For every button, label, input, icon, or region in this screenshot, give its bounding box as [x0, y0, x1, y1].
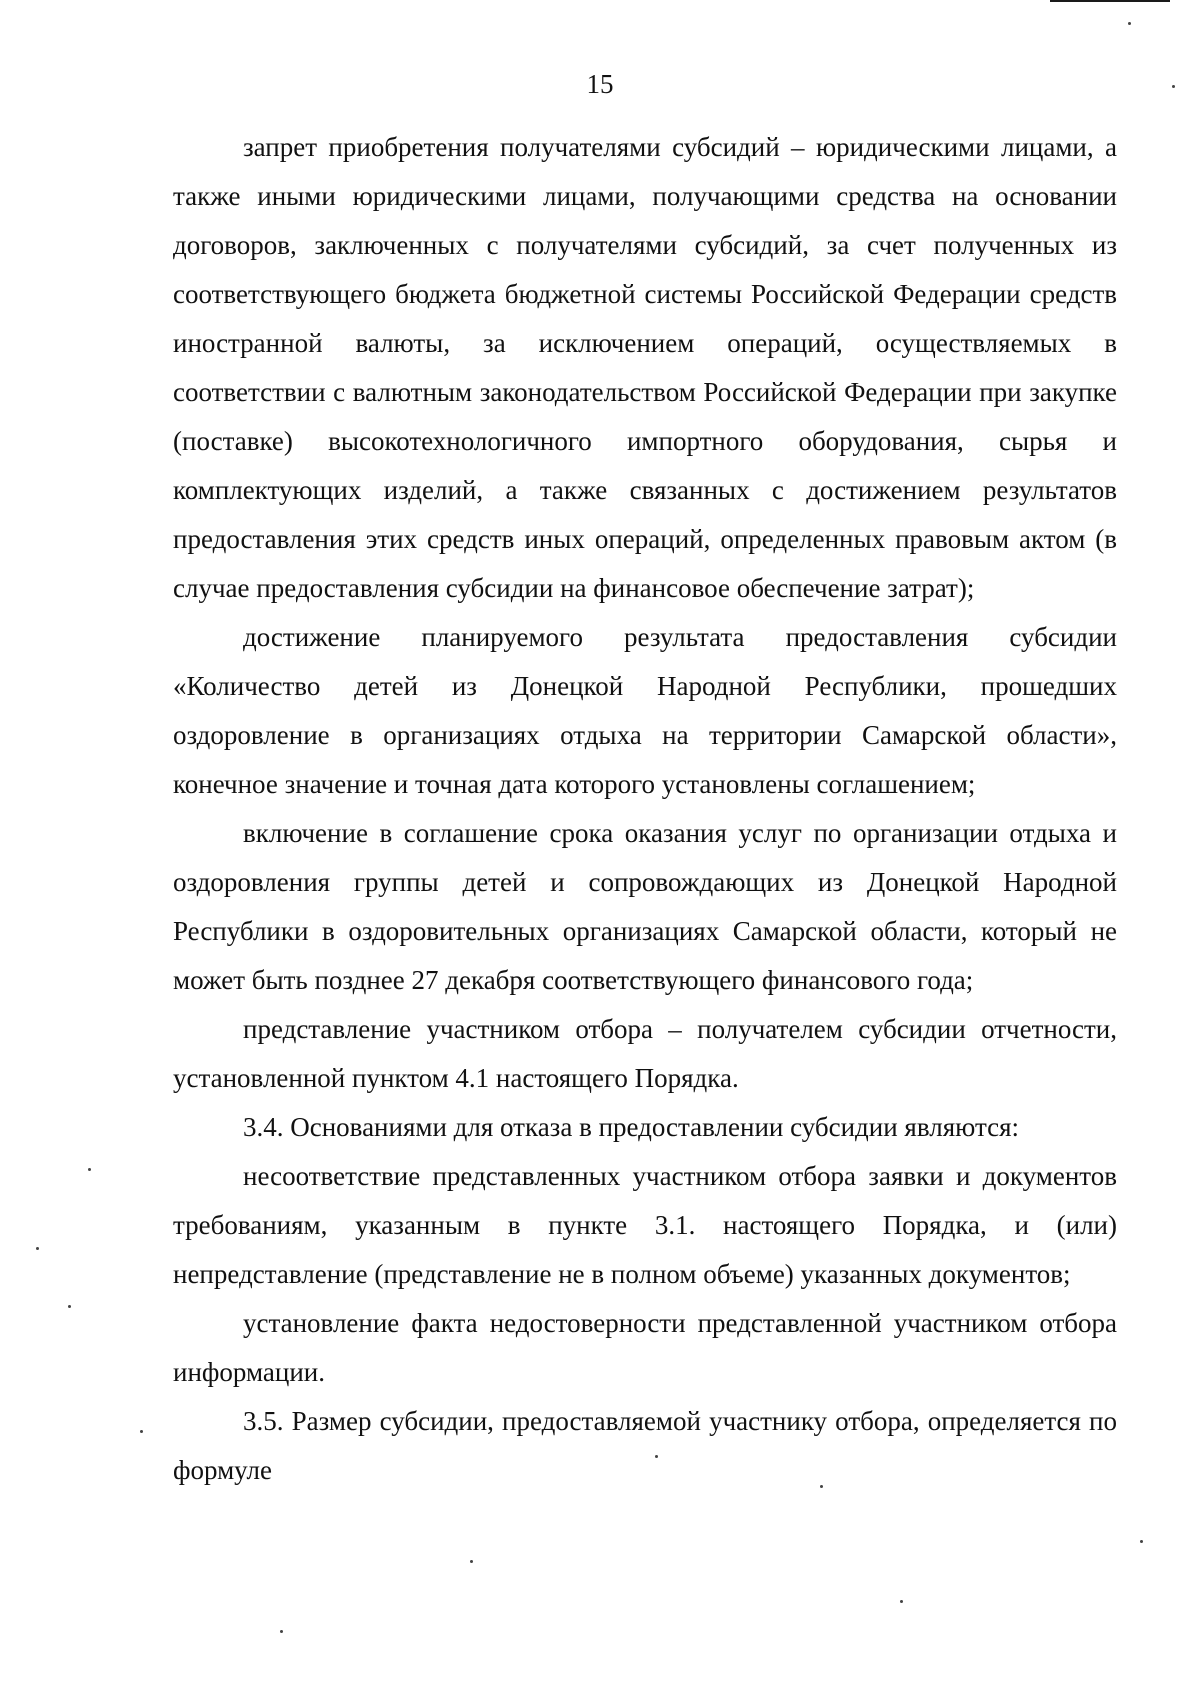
paragraph-service-deadline: включение в соглашение срока оказания услуг по организации отдыха и оздоровления группы детей и сопровождающих из Донецкой Народной Республики в оздоровительных организациях Самарской области, который не может быть позднее 27 декабря соответствующего финансового года; [173, 818, 1117, 995]
top-edge-rule [1050, 0, 1170, 2]
paragraph-reporting: представление участником отбора – получателем субсидии отчетности, установленной пунктом 4.1 настоящего Порядка. [173, 1014, 1117, 1093]
paragraph-section-3-4: 3.4. Основаниями для отказа в предоставлении субсидии являются: [243, 1112, 1019, 1142]
paragraph-foreign-currency-ban: запрет приобретения получателями субсидий – юридическими лицами, а также иными юридическими лицами, получающими средства на основании договоров, заключенных с получателями субсидий, за счет полученных из соответствующего бюджета бюджетной системы Российской Федерации средств иностранной валюты, за исключением операций, осуществляемых в соответствии с валютным законодательством Российской Федерации при закупке (поставке) высокотехнологичного импортного оборудования, сырья и комплектующих изделий, а также связанных с достижением результатов предоставления этих средств иных операций, определенных правовым актом (в случае предоставления субсидии на финансовое обеспечение затрат); [173, 132, 1117, 603]
scan-speck [470, 1560, 473, 1563]
scan-speck [1128, 22, 1131, 25]
scan-speck [1172, 85, 1175, 88]
scan-speck [1140, 1540, 1143, 1543]
scan-speck [36, 1247, 39, 1250]
scan-speck [655, 1455, 658, 1458]
scan-speck [900, 1600, 903, 1603]
scan-speck [68, 1305, 71, 1308]
scan-speck [140, 1430, 143, 1433]
scan-speck [820, 1485, 823, 1488]
paragraph-planned-result: достижение планируемого результата предоставления субсидии «Количество детей из Донецкой Народной Республики, прошедших оздоровление в организациях отдыха на территории Самарской области», конечное значение и точная дата которого установлены соглашением; [173, 622, 1117, 799]
paragraph-nonconformity: несоответствие представленных участником отбора заявки и документов требованиям, указанным в пункте 3.1. настоящего Порядка, и (или) непредставление (представление не в полном объеме) указанных документов; [173, 1161, 1117, 1289]
page-number: 15 [586, 69, 614, 99]
paragraph-section-3-5: 3.5. Размер субсидии, предоставляемой участнику отбора, определяется по формуле [173, 1406, 1117, 1485]
document-body [173, 123, 1117, 1495]
scan-speck [88, 1168, 91, 1171]
scan-speck [280, 1630, 283, 1633]
paragraph-false-information: установление факта недостоверности представленной участником отбора информации. [173, 1308, 1117, 1387]
